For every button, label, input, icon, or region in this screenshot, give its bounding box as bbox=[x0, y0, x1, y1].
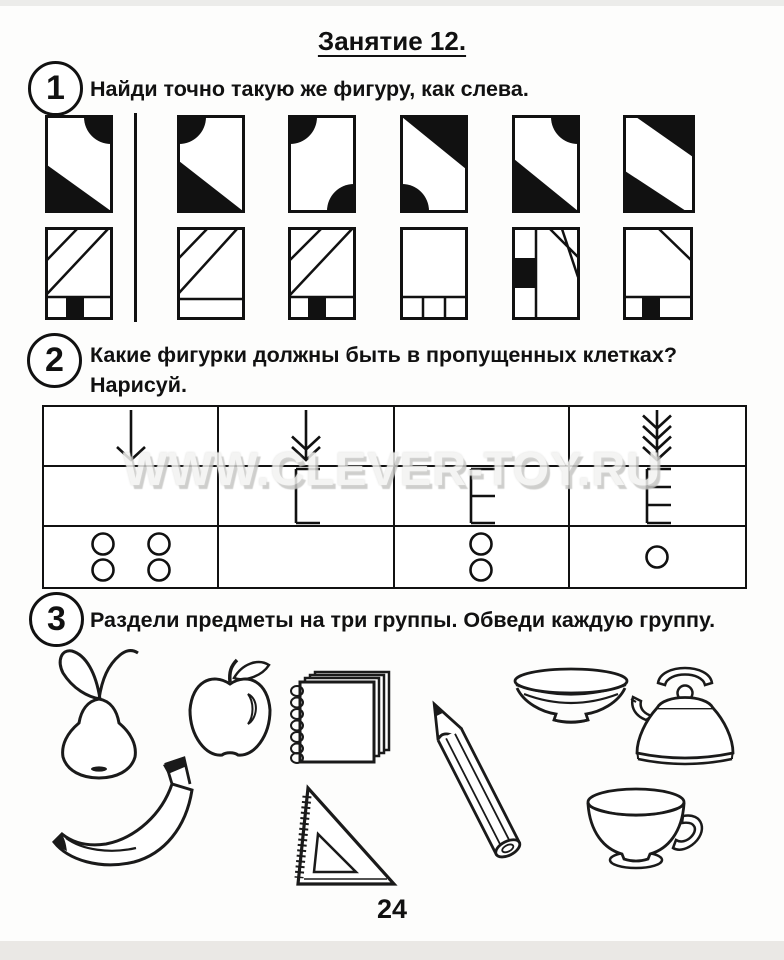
task1-rowA-option4[interactable] bbox=[512, 115, 580, 213]
site-watermark: WWW.CLEVER-TOY.RU bbox=[122, 442, 662, 495]
task1-rowA-model-figure bbox=[45, 115, 113, 213]
task1-rowA-option2[interactable] bbox=[288, 115, 356, 213]
task1-rowB-model-figure bbox=[45, 227, 113, 320]
bottom-scan-band bbox=[0, 941, 784, 960]
task1-rowB-option1[interactable] bbox=[177, 227, 245, 320]
apple-image[interactable] bbox=[184, 656, 276, 762]
task1-rowA-option5[interactable] bbox=[623, 115, 695, 213]
bowl-image[interactable] bbox=[510, 666, 632, 726]
cup-image[interactable] bbox=[584, 786, 710, 876]
task1-divider-line bbox=[134, 113, 137, 322]
task1-rowA-option1[interactable] bbox=[177, 115, 245, 213]
task1-number-badge bbox=[28, 61, 83, 116]
t2-cell-arrow-2 bbox=[219, 407, 394, 467]
task1-rowB-option3[interactable] bbox=[400, 227, 468, 320]
task3-number-badge bbox=[29, 592, 84, 647]
page-number: 24 bbox=[376, 894, 408, 924]
task2-pattern-table bbox=[42, 405, 747, 589]
t2-cell-circles-1 bbox=[570, 527, 745, 587]
page-title: Занятие 12. bbox=[317, 26, 467, 56]
task1-rowB-option2[interactable] bbox=[288, 227, 356, 320]
t2-cell-bracket-missing[interactable] bbox=[44, 467, 219, 527]
task2-number-badge bbox=[27, 333, 82, 388]
set-square-image[interactable] bbox=[294, 784, 398, 890]
task3-number: 3 bbox=[47, 600, 66, 638]
task1-rowB-option4[interactable] bbox=[512, 227, 580, 320]
t2-cell-circles-2 bbox=[395, 527, 570, 587]
notebook-image[interactable] bbox=[290, 670, 394, 774]
t2-cell-arrow-missing[interactable] bbox=[395, 407, 570, 467]
t2-cell-circles-4 bbox=[44, 527, 219, 587]
t2-cell-bracket-3 bbox=[395, 467, 570, 527]
task3-instruction: Раздели предметы на три группы. Обведи каждую группу. bbox=[90, 608, 716, 632]
t2-cell-bracket-4 bbox=[570, 467, 745, 527]
task2-instruction: Какие фигурки должны быть в пропущенных клетках? Нарисуй. bbox=[90, 343, 677, 398]
task1-number: 1 bbox=[46, 69, 65, 107]
task1-rowA-option3[interactable] bbox=[400, 115, 468, 213]
task1-instruction: Найди точно такую же фигуру, как слева. bbox=[90, 77, 529, 101]
task2-number: 2 bbox=[45, 341, 64, 379]
top-scan-band bbox=[0, 0, 784, 6]
banana-image[interactable] bbox=[42, 750, 217, 880]
t2-cell-arrow-1 bbox=[44, 407, 219, 467]
task1-rowB-option5[interactable] bbox=[623, 227, 693, 320]
t2-cell-arrow-4 bbox=[570, 407, 745, 467]
t2-cell-circles-missing[interactable] bbox=[219, 527, 394, 587]
t2-cell-bracket-2 bbox=[219, 467, 394, 527]
kettle-image[interactable] bbox=[628, 658, 742, 776]
